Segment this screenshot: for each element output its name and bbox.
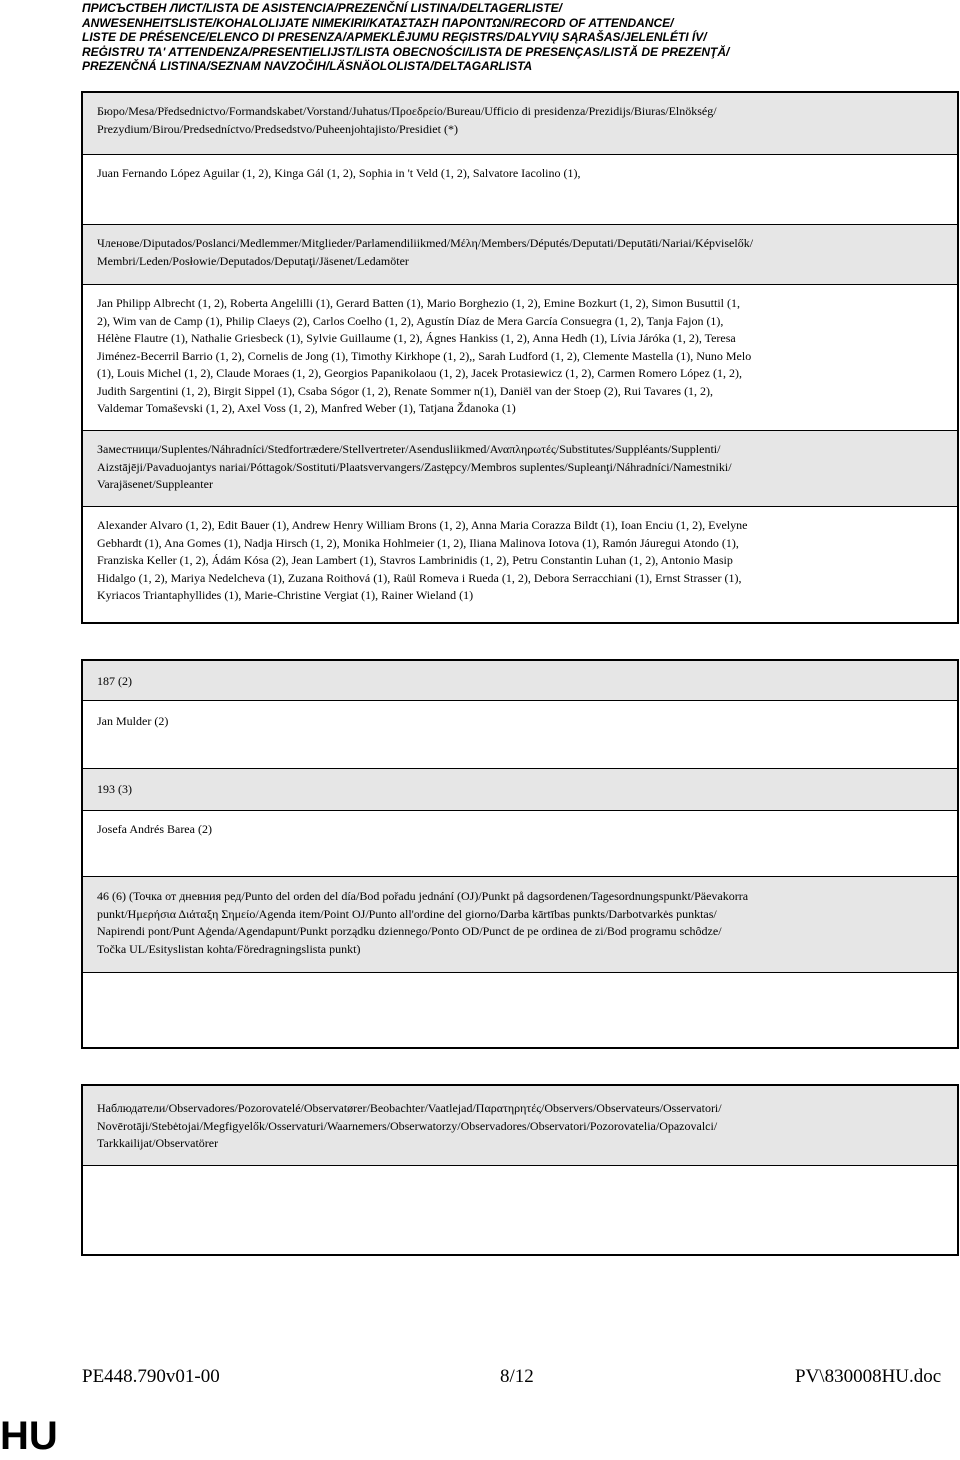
members-heading: Членове/Diputados/Poslanci/Medlemmer/Mitglieder/Parlamendiliikmed/Μέλη/Members/Députés/Deputati/Deputāti/Nariai/Képviselők/ Membri/Leden/Posłowie/Deputados/Deputaţi/Jäsenet/Ledamöter bbox=[97, 236, 754, 268]
rule-193-label: 193 (3) bbox=[97, 782, 132, 796]
bureau-heading: Бюро/Mesa/Předsednictvo/Formandskabet/Vorstand/Juhatus/Προεδρείο/Bureau/Ufficio di presidenza/Prezidijs/Biuras/Elnökség/ Prezydium/Birou/Predsedníctvo/Predsedstvo/Puheenjohtajisto/Presidiet (*) bbox=[97, 104, 717, 136]
agenda-heading: 46 (6) (Точка от дневния ред/Punto del orden del día/Bod pořadu jednání (OJ)/Punkt på dagsordenen/Tagesordnungspunkt/Päevakorra punkt/Ημερήσια Διάταξη Σημείο/Agenda item/Point OJ/Punto all'ordine del giorno/Darba kārtības punkts/Darbotvarkės punktas/ Napirendi pont/Punt Aġenda/Agendapunt/Punkt porządku dziennego/Ponto OD/Punct de pe ordinea de zi/Bod programu schôdze/ Točka UL/Esityslistan kohta/Föredragningslista punkt) bbox=[97, 889, 749, 956]
bureau-names: Juan Fernando López Aguilar (1, 2), Kinga Gál (1, 2), Sophia in 't Veld (1, 2), Salvatore Iacolino (1), bbox=[97, 166, 581, 180]
rules-table bbox=[81, 659, 959, 1049]
document-reference: PE448.790v01-00 bbox=[82, 1366, 220, 1387]
rule-193-names-row bbox=[83, 811, 957, 877]
rule-193-row bbox=[83, 769, 957, 811]
members-names-row bbox=[83, 285, 957, 431]
substitutes-names-row bbox=[83, 507, 957, 622]
agenda-heading-row bbox=[83, 877, 957, 973]
title-line: ANWESENHEITSLISTE/KOHALOLIJATE NIMEKIRI/ΚΑΤΑΣΤΑΣΗ ΠΑΡΟΝΤΩΝ/RECORD OF ATTENDANCE/ bbox=[82, 15, 674, 30]
substitutes-heading-row bbox=[83, 431, 957, 507]
rule-187-names-row bbox=[83, 701, 957, 769]
members-heading-row bbox=[83, 225, 957, 285]
bureau-heading-row bbox=[83, 93, 957, 155]
attendance-table bbox=[81, 91, 959, 624]
rule-187-names: Jan Mulder (2) bbox=[97, 714, 169, 728]
file-name: PV\830008HU.doc bbox=[795, 1366, 942, 1387]
page-number: 8/12 bbox=[500, 1366, 534, 1387]
substitutes-heading: Заместници/Suplentes/Náhradníci/Stedfortrædere/Stellvertreter/Asendusliikmed/Αναπληρωτές/Substitutes/Suppléants/Supplenti/ Aizstājēji/Pavaduojantys nariai/Póttagok/Sostituti/Plaatsvervangers/Zastępcy/Membros suplentes/Supleanţi/Náhradníci/Namestniki/ Varajäsenet/Suppleanter bbox=[97, 442, 732, 491]
title-line: ПРИСЪСТВЕН ЛИСТ/LISTA DE ASISTENCIA/PREZENČNÍ LISTINA/DELTAGERLISTE/ bbox=[82, 1, 562, 15]
members-names: Jan Philipp Albrecht (1, 2), Roberta Angelilli (1), Gerard Batten (1), Mario Borghezio (1, 2), Emine Bozkurt (1, 2), Simon Busuttil (1, 2), Wim van de Camp (1), Philip Claeys (2), Carlos Coelho (1, 2), Agustín Díaz de Mera García Consuegra (1, 2), Tanja Fajon (1), Hélène Flautre (1), Nathalie Griesbeck (1), Sylvie Guillaume (1, 2), Ágnes Hankiss (1, 2), Anna Hedh (1), Lívia Járóka (1, 2), Teresa Jiménez-Becerril Barrio (1, 2), Cornelis de Jong (1), Timothy Kirkhope (1, 2),, Sarah Ludford (1, 2), Clemente Mastella (1), Nuno Melo (1), Louis Michel (1, 2), Claude Moraes (1, 2), Georgios Papanikolaou (1, 2), Jacek Protasiewicz (1, 2), Carmen Romero López (1, 2), Judith Sargentini (1, 2), Birgit Sippel (1), Csaba Sógor (1, 2), Renate Sommer n(1), Daniël van der Stoep (2), Rui Tavares (1, 2), Valdemar Tomaševski (1, 2), Axel Voss (1, 2), Manfred Weber (1), Tatjana Ždanoka (1) bbox=[97, 296, 752, 415]
title-line: LISTE DE PRÉSENCE/ELENCO DI PRESENZA/APMEKLĒJUMU REĢISTRS/DALYVIŲ SĄRAŠAS/JELENLÉTI ÍV/ bbox=[82, 30, 707, 44]
attendance-title bbox=[82, 1, 952, 74]
observers-heading: Наблюдатели/Observadores/Pozorovatelé/Observatører/Beobachter/Vaatlejad/Παρατηρητές/Observers/Observateurs/Osservatori/ Novērotāji/Stebėtojai/Megfigyelők/Osservaturi/Waarnemers/Obserwatorzy/Observadores/Observatori/Pozorovatelia/Opazovalci/ Tarkkailijat/Observatörer bbox=[97, 1101, 722, 1150]
title-line: PREZENČNÁ LISTINA/SEZNAM NAVZOČIH/LÄSNÄOLOLISTA/DELTAGARLISTA bbox=[82, 59, 533, 73]
substitutes-names: Alexander Alvaro (1, 2), Edit Bauer (1), Andrew Henry William Brons (1, 2), Anna Maria Corazza Bildt (1), Ioan Enciu (1, 2), Evelyne Gebhardt (1), Ana Gomes (1), Nadja Hirsch (1, 2), Monika Hohlmeier (1, 2), Iliana Malinova Iotova (1), Ramón Jáuregui Atondo (1), Franziska Keller (1, 2), Ádám Kósa (2), Jean Lambert (1), Stavros Lambrinidis (1, 2), Petru Constantin Luhan (1, 2), Antonio Masip Hidalgo (1, 2), Mariya Nedelcheva (1), Zuzana Roithová (1), Raül Romeva i Rueda (1, 2), Debora Serracchiani (1), Ernst Strasser (1), Kyriacos Triantaphyllides (1), Marie-Christine Vergiat (1), Rainer Wieland (1) bbox=[97, 518, 748, 602]
rule-187-label: 187 (2) bbox=[97, 674, 132, 688]
title-line: REĠISTRU TA' ATTENDENZA/PRESENTIELIJST/LISTA OBECNOŚCI/LISTA DE PRESENÇAS/LISTĂ DE PREZENŢĂ/ bbox=[82, 44, 730, 59]
rule-187-row bbox=[83, 661, 957, 701]
observers-heading-row bbox=[83, 1086, 957, 1166]
observers-table bbox=[81, 1084, 959, 1256]
agenda-names-row bbox=[83, 973, 957, 1047]
observers-names-row bbox=[83, 1166, 957, 1254]
bureau-names-row bbox=[83, 155, 957, 225]
rule-193-names: Josefa Andrés Barea (2) bbox=[97, 822, 212, 836]
language-code: HU bbox=[0, 1414, 58, 1458]
